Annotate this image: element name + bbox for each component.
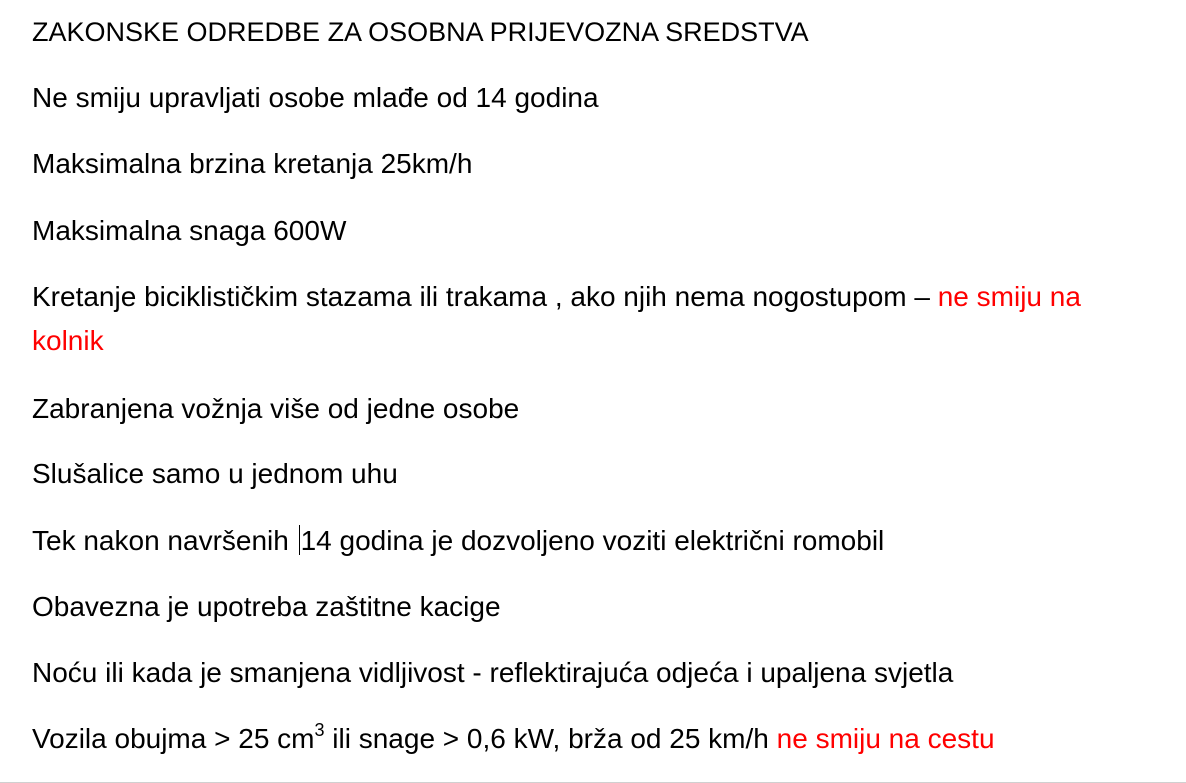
text-cursor	[299, 525, 300, 555]
rule-vehicles-superscript: 3	[314, 720, 325, 740]
rule-paths-text: Kretanje biciklističkim stazama ili trakama , ako njih nema nogostupom –	[32, 281, 938, 312]
rule-max-speed: Maksimalna brzina kretanja 25km/h	[32, 148, 473, 179]
rule-age-scooter	[32, 519, 884, 563]
rule-vehicles-highlight: ne smiju na cestu	[776, 723, 995, 754]
rule-headphones: Slušalice samo u jednom uhu	[32, 458, 398, 489]
rule-paths	[32, 275, 1132, 363]
rule-age-text-after: 14 godina je dozvoljeno voziti električni romobil	[300, 525, 885, 556]
document-title: ZAKONSKE ODREDBE ZA OSOBNA PRIJEVOZNA SREDSTVA	[32, 17, 809, 47]
rule-paths-highlight: ne smiju na kolnik	[32, 281, 1081, 356]
rule-vehicles-text-b: ili snage > 0,6 kW, brža od 25 km/h	[324, 723, 777, 754]
rule-vehicles	[32, 717, 995, 761]
rule-max-power: Maksimalna snaga 600W	[32, 215, 347, 246]
rule-vehicles-text-a: Vozila obujma > 25 cm	[32, 723, 315, 754]
rule-night-visibility: Noću ili kada je smanjena vidljivost - reflektirajuća odjeća i upaljena svjetla	[32, 657, 954, 688]
rule-helmet: Obavezna je upotreba zaštitne kacige	[32, 591, 501, 622]
rule-one-person: Zabranjena vožnja više od jedne osobe	[32, 393, 520, 424]
rule-age-text-before: Tek nakon navršenih	[32, 525, 297, 556]
rule-minimum-age: Ne smiju upravljati osobe mlađe od 14 godina	[32, 82, 599, 113]
